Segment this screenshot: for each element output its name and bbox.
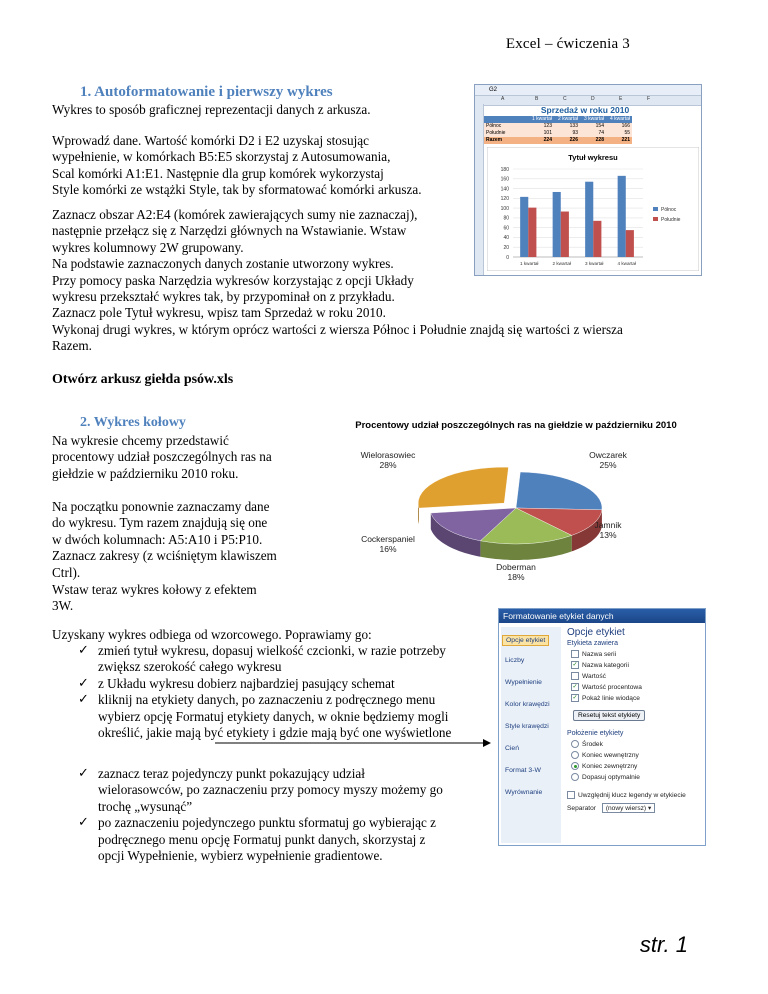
legend-key-checkbox[interactable] — [567, 791, 703, 799]
table-cell: 74 — [580, 130, 606, 137]
option-label: Nazwa serii — [582, 650, 617, 658]
contains-option-checkbox[interactable] — [571, 683, 703, 691]
x-tick-label: 4 kwartał — [617, 261, 636, 266]
text-line: z Układu wykresu dobierz najbardziej pasujący schemat — [98, 675, 395, 691]
column-header: A — [501, 96, 505, 102]
x-tick-label: 2 kwartał — [552, 261, 571, 266]
table-cell: 101 — [528, 130, 554, 137]
legend-key-label: Uwzględnij klucz legendy w etykiecie — [578, 791, 686, 799]
option-label: Nazwa kategorii — [582, 661, 629, 669]
text-line: zwiększ szerokość całego wykresu — [98, 659, 282, 675]
pie-title: Procentowy udział poszczególnych ras na giełdzie w październiku 2010 — [355, 420, 677, 431]
text-line: wykres kolumnowy 2W grupowany. — [52, 239, 244, 255]
pie-label-percent: 28% — [379, 460, 397, 470]
section2-paragraph-4: Uzyskany wykres odbiega od wzorcowego. Poprawiamy go: — [52, 627, 372, 642]
option-label: Dopasuj optymalnie — [582, 773, 640, 781]
pie-label-name: Jamnik — [594, 520, 622, 530]
table-cell: 228 — [580, 137, 606, 144]
formula-bar — [475, 85, 701, 96]
section2-paragraph-2 — [52, 499, 277, 581]
section2-paragraph-1 — [52, 433, 272, 482]
dialog-main — [567, 627, 703, 843]
text-line: trochę „wysunąć” — [98, 798, 193, 814]
text-line: wielorasowców, po zaznaczeniu przy pomocy myszy możemy go — [98, 782, 443, 798]
pie-label-name: Doberman — [496, 562, 536, 572]
legend-label: Północ — [661, 207, 677, 213]
position-option-radio[interactable] — [571, 751, 703, 759]
sidebar-item-label-options[interactable]: Opcje etykiet — [502, 635, 549, 646]
bar — [585, 182, 593, 257]
text-line: Przy pomocy paska Narzędzia wykresów korzystając z opcji Układy — [52, 272, 414, 288]
table-cell: 93 — [554, 130, 580, 137]
checkbox-empty-icon — [571, 650, 579, 658]
pie-label-percent: 13% — [599, 530, 617, 540]
text-line: w dwóch kolumnach: A5:A10 i P5:P10. — [52, 531, 263, 547]
text-line: Na wykresie chcemy przedstawić — [52, 433, 229, 448]
radio-empty-icon — [571, 773, 579, 781]
dialog-title: Formatowanie etykiet danych — [499, 609, 705, 623]
table-cell — [484, 116, 528, 123]
contains-option-checkbox[interactable] — [571, 661, 703, 669]
dialog-sidebar — [501, 627, 561, 843]
text-line: Wprowadź dane. Wartość komórki D2 i E2 uzyskaj stosując — [52, 133, 369, 148]
table-cell: 3 kwartał — [580, 116, 606, 123]
option-label: Koniec zewnętrzny — [582, 762, 638, 770]
y-tick-label: 100 — [500, 205, 509, 212]
options-heading: Opcje etykiet — [567, 627, 625, 638]
y-tick-label: 40 — [503, 235, 509, 242]
reset-label-text-button[interactable]: Resetuj tekst etykiety — [573, 710, 645, 721]
sidebar-item-alignment[interactable]: Wyrównanie — [505, 789, 543, 796]
text-line: po zaznaczeniu pojedynczego punktu sformatuj go wybierając z — [98, 815, 436, 831]
text-line: następnie przełącz się z Narzędzi głównych na Wstawianie. Wstaw — [52, 223, 407, 239]
checkmark-icon: ✓ — [78, 815, 89, 831]
sidebar-item-border-styles[interactable]: Style krawędzi — [505, 723, 549, 730]
option-label: Pokaż linie wiodące — [582, 694, 640, 702]
bar — [520, 197, 528, 257]
open-file-heading: Otwórz arkusz giełda psów.xls — [52, 372, 234, 387]
format-labels-dialog — [498, 608, 706, 846]
legend-label: Południe — [661, 217, 681, 223]
contains-label: Etykieta zawiera — [567, 640, 618, 647]
chevron-down-icon: ▾ — [647, 805, 652, 812]
table-cell: 166 — [606, 123, 632, 130]
sidebar-item-3d-format[interactable]: Format 3-W — [505, 767, 541, 774]
list-item — [78, 815, 443, 864]
text-line: Zaznacz zakresy (z wciśniętym klawiszem — [52, 548, 277, 564]
text-line: Zaznacz obszar A2:E4 (komórek zawierających sumy nie zaznaczaj), — [52, 207, 418, 222]
text-line: zaznacz teraz pojedynczy punkt pokazujący udział — [98, 766, 365, 781]
y-tick-label: 60 — [503, 225, 509, 232]
table-cell: 133 — [554, 123, 580, 130]
table-cell: Południe — [484, 130, 528, 137]
sidebar-item-fill[interactable]: Wypełnienie — [505, 679, 542, 686]
text-line: określić, jakie mają być etykiety i gdzie mają być one wyświetlone — [98, 725, 452, 741]
y-tick-label: 140 — [500, 186, 509, 193]
row-headers — [475, 104, 484, 275]
text-line: zmień tytuł wykresu, dopasuj wielkość czcionki, w razie potrzeby — [98, 643, 446, 658]
cell-reference: G2 — [489, 87, 498, 93]
table-cell: 226 — [554, 137, 580, 144]
option-label: Wartość — [582, 672, 606, 680]
y-tick-label: 120 — [500, 196, 509, 203]
bar — [626, 230, 634, 257]
radio-empty-icon — [571, 751, 579, 759]
option-label: Koniec wewnętrzny — [582, 751, 639, 759]
text-line: Zaznacz pole Tytuł wykresu, wpisz tam Sprzedaż w roku 2010. — [52, 305, 386, 321]
bar — [553, 192, 561, 257]
legend-swatch — [653, 217, 658, 221]
checkmark-icon: ✓ — [78, 766, 89, 781]
position-label: Położenie etykiety — [567, 730, 624, 737]
text-line: podręcznego menu opcję Formatuj punkt danych, skorzystaj z — [98, 831, 426, 847]
position-option-radio[interactable] — [571, 762, 703, 770]
contains-option-checkbox[interactable] — [571, 672, 703, 680]
y-tick-label: 180 — [500, 166, 509, 173]
text-line: Ctrl). — [52, 564, 81, 580]
y-tick-label: 160 — [500, 176, 509, 183]
table-cell: 221 — [606, 137, 632, 144]
text-line: kliknij na etykiety danych, po zaznaczeniu z podręcznego menu — [98, 692, 436, 708]
page-number: str. 1 — [639, 932, 688, 957]
separator-row — [567, 803, 703, 813]
table-cell: 123 — [528, 123, 554, 130]
table-cell: 154 — [580, 123, 606, 130]
option-label: Środek — [582, 740, 603, 748]
sheet-title: Sprzedaż w roku 2010 — [540, 105, 630, 115]
radio-empty-icon — [571, 740, 579, 748]
text-line: giełdzie w październiku 2010 roku. — [52, 465, 239, 481]
arrow-icon — [215, 738, 491, 748]
text-line: Na podstawie zaznaczonych danych zostanie utworzony wykres. — [52, 256, 394, 272]
checkbox-empty-icon — [571, 672, 579, 680]
pie-chart — [340, 418, 692, 586]
y-tick-label: 80 — [503, 215, 509, 222]
text-line: wybierz opcję Formatuj etykiety danych, w oknie będziemy mogli — [98, 708, 449, 724]
section2-heading: 2. Wykres kołowy — [80, 415, 186, 430]
position-option-radio[interactable] — [571, 740, 703, 748]
position-option-radio[interactable] — [571, 773, 703, 781]
pie-slice — [418, 467, 508, 508]
checkbox-checked-icon: ✓ — [572, 684, 578, 690]
separator-select[interactable] — [602, 803, 655, 813]
text-line: wypełnienie, w komórkach B5:E5 skorzystaj z Autosumowania, — [52, 149, 391, 165]
pie-label-name: Cockerspaniel — [361, 534, 415, 544]
text-line: do wykresu. Tym razem znajdują się one — [52, 515, 268, 531]
bar — [618, 176, 626, 257]
section1-heading: 1. Autoformatowanie i pierwszy wykres — [80, 84, 333, 100]
option-label: Wartość procentowa — [582, 683, 642, 691]
text-line: Wstaw teraz wykres kołowy z efektem — [52, 582, 257, 597]
column-header: B — [535, 96, 539, 102]
x-tick-label: 3 kwartał — [585, 261, 604, 266]
instruction-list-2 — [78, 766, 443, 864]
bar — [528, 208, 536, 257]
pie-slice — [516, 472, 602, 510]
text-line: Na początku ponownie zaznaczamy dane — [52, 499, 270, 514]
legend-swatch — [653, 207, 658, 211]
column-chart — [487, 147, 699, 271]
checkmark-icon: ✓ — [78, 692, 89, 708]
list-item — [78, 692, 451, 741]
pie-label-percent: 16% — [379, 544, 397, 554]
table-cell: 1 kwartał — [528, 116, 554, 123]
page-header: Excel – ćwiczenia 3 — [505, 36, 630, 52]
radio-selected-icon — [571, 762, 579, 770]
table-cell: 2 kwartał — [554, 116, 580, 123]
table-cell: 224 — [528, 137, 554, 144]
list-item — [78, 766, 443, 815]
sidebar-item-border-color[interactable]: Kolor krawędzi — [505, 701, 550, 708]
checkmark-icon: ✓ — [78, 675, 89, 691]
section1-paragraph — [52, 133, 422, 199]
sidebar-item-shadow[interactable]: Cień — [505, 745, 519, 752]
contains-option-checkbox[interactable] — [571, 650, 703, 658]
chart-title: Tytuł wykresu — [568, 153, 618, 162]
section2-paragraph-3 — [52, 582, 257, 615]
checkmark-icon: ✓ — [78, 643, 89, 658]
contains-option-checkbox[interactable] — [571, 694, 703, 702]
separator-value: (nowy wiersz) — [605, 805, 647, 812]
list-item — [78, 643, 451, 676]
list-item — [78, 676, 451, 692]
text-line: procentowy udział poszczególnych ras na — [52, 449, 272, 465]
text-line: Razem. — [52, 338, 92, 354]
pie-label-name: Wielorasowiec — [360, 450, 416, 460]
text-line: Wykonaj drugi wykres, w którym oprócz wartości z wiersza Północ i Południe znajdą się wartości z wiersza — [52, 321, 623, 337]
section1-lead: Wykres to sposób graficznej reprezentacji danych z arkusza. — [52, 102, 371, 117]
table-cell: Razem — [484, 137, 528, 144]
excel-screenshot — [474, 84, 702, 276]
column-header: E — [619, 96, 623, 102]
checkbox-checked-icon: ✓ — [572, 695, 578, 701]
text-line: 3W. — [52, 598, 74, 614]
table-cell: Północ — [484, 123, 528, 130]
pie-label-name: Owczarek — [589, 450, 627, 460]
x-tick-label: 1 kwartał — [520, 261, 539, 266]
instruction-list — [78, 643, 451, 741]
text-line: Style komórki ze wstążki Style, tak by sformatować komórki arkusza. — [52, 182, 422, 198]
bar — [593, 221, 601, 257]
text-line: wykresu przekształć wykres tak, by przypominał on z przykładu. — [52, 289, 395, 305]
table-cell: 4 kwartał — [606, 116, 632, 123]
pie-label-percent: 25% — [599, 460, 617, 470]
checkbox-checked-icon: ✓ — [572, 662, 578, 668]
column-header: F — [647, 96, 651, 102]
column-header: C — [563, 96, 567, 102]
y-tick-label: 20 — [503, 245, 509, 252]
column-header: D — [591, 96, 595, 102]
table-cell: 55 — [606, 130, 632, 137]
text-line: Scal komórki A1:E1. Następnie dla grup komórek wykorzystaj — [52, 165, 384, 181]
bar — [561, 212, 569, 257]
pie-label-percent: 18% — [507, 572, 525, 582]
sales-table — [484, 116, 632, 144]
separator-label: Separator — [567, 805, 596, 812]
sidebar-item-numbers[interactable]: Liczby — [505, 657, 525, 664]
text-line: opcji Wypełnienie, wybierz wypełnienie gradientowe. — [98, 848, 383, 864]
y-tick-label: 0 — [506, 254, 509, 261]
